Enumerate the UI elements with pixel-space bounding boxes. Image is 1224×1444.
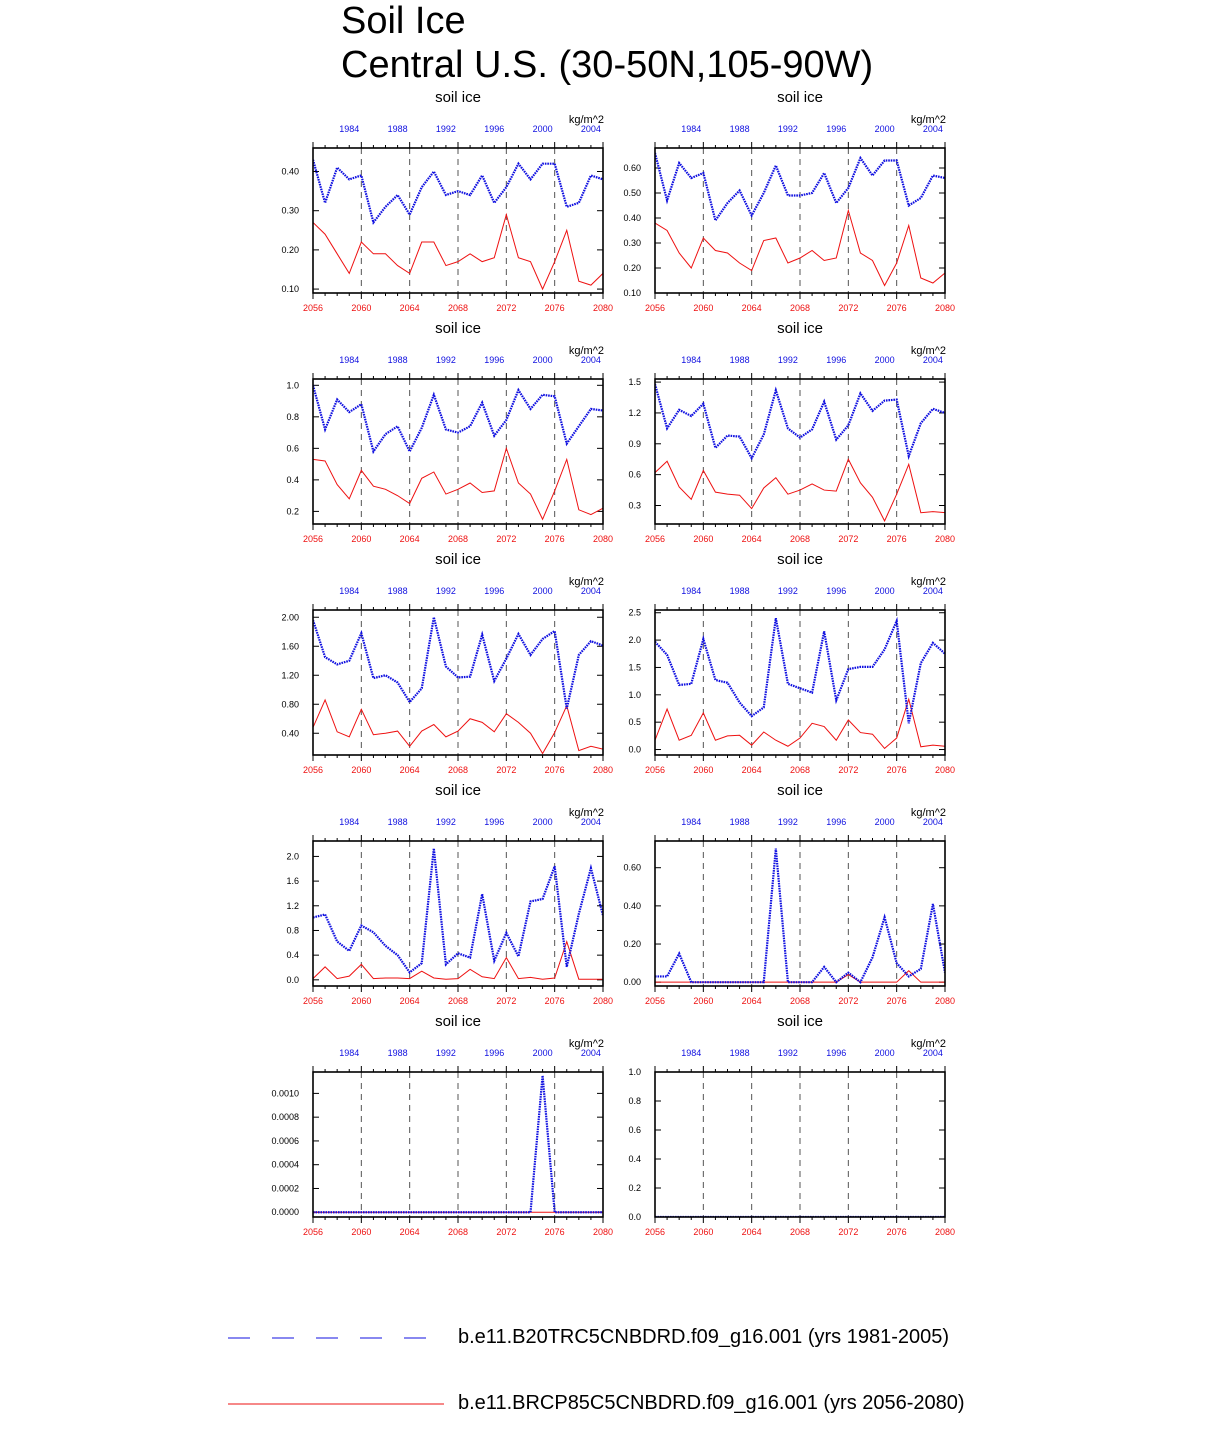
y-tick-label: 0.0008	[271, 1112, 299, 1123]
x-tick-label-top: 1992	[435, 124, 456, 134]
x-tick-label-bottom: 2068	[447, 996, 469, 1006]
x-tick-label-bottom: 2072	[496, 303, 517, 313]
y-tick-label: 0.20	[281, 244, 299, 255]
y-tick-label: 0.0010	[271, 1088, 299, 1099]
x-tick-label-bottom: 2056	[644, 765, 666, 775]
x-tick-label-bottom: 2060	[693, 1227, 714, 1237]
x-tick-label-top: 1984	[681, 355, 702, 365]
x-tick-label-top: 1996	[484, 355, 505, 365]
y-tick-label: 1.20	[281, 670, 299, 681]
units-label: kg/m^2	[568, 576, 604, 588]
x-tick-label-top: 2000	[874, 124, 895, 134]
x-tick-label-bottom: 2076	[544, 303, 565, 313]
x-tick-label-top: 1996	[826, 586, 847, 596]
x-tick-label-bottom: 2076	[886, 996, 907, 1006]
x-tick-label-bottom: 2064	[399, 996, 420, 1006]
x-tick-label-bottom: 2072	[838, 996, 859, 1006]
legend-historical-label: b.e11.B20TRC5CNBDRD.f09_g16.001 (yrs 1981-2005)	[458, 1326, 950, 1348]
x-tick-label-top: 1988	[729, 586, 750, 596]
x-tick-label-bottom: 2068	[447, 303, 469, 313]
x-tick-label-bottom: 2076	[886, 765, 907, 775]
x-tick-label-bottom: 2060	[351, 996, 372, 1006]
y-tick-label: 0.20	[623, 263, 641, 273]
x-tick-label-bottom: 2064	[741, 765, 762, 775]
y-tick-label: 0.4	[628, 1154, 641, 1164]
x-tick-label-bottom: 2068	[447, 534, 469, 544]
y-tick-label: 1.2	[286, 900, 299, 911]
y-tick-label: 0.0000	[271, 1207, 299, 1218]
x-tick-label-top: 1988	[729, 124, 750, 134]
y-tick-label: 2.0	[628, 635, 641, 646]
x-tick-label-bottom: 2080	[592, 303, 614, 313]
x-tick-label-bottom: 2076	[544, 534, 565, 544]
units-label: kg/m^2	[568, 114, 604, 126]
y-tick-label: 0.60	[623, 163, 641, 173]
x-tick-label-bottom: 2080	[934, 1227, 956, 1237]
x-tick-label-bottom: 2060	[351, 1227, 372, 1237]
x-tick-label-bottom: 2072	[496, 534, 517, 544]
x-tick-label-bottom: 2064	[399, 303, 420, 313]
x-tick-label-top: 2000	[874, 586, 895, 596]
x-tick-label-bottom: 2064	[741, 534, 762, 544]
x-tick-label-bottom: 2080	[934, 765, 956, 775]
legend-future-label: b.e11.BRCP85C5CNBDRD.f09_g16.001 (yrs 2056-2080)	[458, 1392, 965, 1414]
x-tick-label-top: 1992	[777, 355, 798, 365]
y-tick-label: 0.10	[281, 284, 299, 295]
x-tick-label-top: 1996	[826, 124, 847, 134]
y-tick-label: 0.10	[623, 288, 641, 298]
x-tick-label-top: 1996	[826, 355, 847, 365]
x-tick-label-top: 2004	[922, 124, 943, 134]
x-tick-label-top: 1996	[484, 124, 505, 134]
x-tick-label-top: 1992	[777, 124, 798, 134]
x-tick-label-top: 1984	[339, 355, 360, 365]
x-tick-label-top: 2004	[922, 817, 943, 827]
x-tick-label-bottom: 2068	[789, 996, 811, 1006]
x-tick-label-top: 1996	[826, 817, 847, 827]
x-tick-label-bottom: 2056	[302, 996, 324, 1006]
y-tick-label: 0.4	[286, 950, 299, 961]
panel-title: soil ice	[435, 551, 481, 568]
x-tick-label-top: 2000	[532, 586, 553, 596]
panel-title: soil ice	[777, 89, 823, 106]
x-tick-label-bottom: 2076	[544, 765, 565, 775]
y-tick-label: 0.5	[628, 717, 641, 728]
y-tick-label: 1.60	[281, 641, 299, 652]
y-tick-label: 0.0	[286, 974, 299, 985]
x-tick-label-bottom: 2068	[447, 1227, 469, 1237]
y-tick-label: 0.6	[628, 469, 641, 480]
x-tick-label-bottom: 2064	[741, 996, 762, 1006]
panel-title: soil ice	[435, 1013, 481, 1030]
y-tick-label: 0.50	[623, 188, 641, 198]
x-tick-label-bottom: 2056	[644, 534, 666, 544]
x-tick-label-bottom: 2060	[693, 996, 714, 1006]
y-tick-label: 0.0004	[271, 1159, 299, 1170]
x-tick-label-top: 1984	[339, 586, 360, 596]
x-tick-label-top: 1984	[681, 1048, 702, 1058]
panel-title: soil ice	[777, 551, 823, 568]
panel-title: soil ice	[435, 89, 481, 106]
panel-title: soil ice	[777, 1013, 823, 1030]
y-tick-label: 1.0	[628, 689, 641, 700]
x-tick-label-top: 1988	[387, 817, 408, 827]
y-tick-label: 0.6	[286, 443, 299, 454]
x-tick-label-bottom: 2064	[399, 765, 420, 775]
x-tick-label-bottom: 2064	[741, 303, 762, 313]
panel-title: soil ice	[777, 320, 823, 337]
x-tick-label-bottom: 2076	[544, 1227, 565, 1237]
x-tick-label-top: 2004	[580, 355, 601, 365]
x-tick-label-bottom: 2060	[351, 303, 372, 313]
x-tick-label-bottom: 2056	[644, 1227, 666, 1237]
x-tick-label-top: 1984	[681, 586, 702, 596]
x-tick-label-bottom: 2080	[592, 996, 614, 1006]
y-tick-label: 0.20	[623, 939, 641, 950]
y-tick-label: 0.30	[281, 205, 299, 216]
x-tick-label-bottom: 2060	[693, 765, 714, 775]
y-tick-label: 1.5	[628, 662, 641, 673]
y-tick-label: 1.2	[628, 407, 641, 418]
x-tick-label-bottom: 2076	[886, 303, 907, 313]
x-tick-label-bottom: 2076	[544, 996, 565, 1006]
x-tick-label-bottom: 2068	[789, 1227, 811, 1237]
x-tick-label-top: 1988	[387, 586, 408, 596]
x-tick-label-top: 1996	[826, 1048, 847, 1058]
x-tick-label-bottom: 2072	[838, 303, 859, 313]
y-tick-label: 2.5	[628, 607, 641, 618]
x-tick-label-bottom: 2060	[693, 303, 714, 313]
x-tick-label-bottom: 2068	[789, 765, 811, 775]
x-tick-label-top: 1984	[681, 817, 702, 827]
y-tick-label: 0.9	[628, 438, 641, 449]
x-tick-label-bottom: 2068	[789, 303, 811, 313]
x-tick-label-top: 1992	[435, 355, 456, 365]
x-tick-label-top: 1988	[729, 1048, 750, 1058]
x-tick-label-bottom: 2080	[934, 534, 956, 544]
x-tick-label-bottom: 2076	[886, 1227, 907, 1237]
y-tick-label: 0.2	[286, 506, 299, 517]
x-tick-label-bottom: 2080	[934, 303, 956, 313]
units-label: kg/m^2	[910, 114, 946, 126]
y-tick-label: 0.40	[623, 213, 641, 223]
x-tick-label-top: 1988	[387, 124, 408, 134]
y-tick-label: 0.8	[628, 1096, 641, 1106]
x-tick-label-top: 1992	[777, 817, 798, 827]
x-tick-label-top: 2000	[874, 1048, 895, 1058]
x-tick-label-top: 2000	[874, 817, 895, 827]
y-tick-label: 1.0	[286, 380, 299, 391]
y-tick-label: 0.3	[628, 500, 641, 511]
x-tick-label-top: 2004	[580, 817, 601, 827]
panel-title: soil ice	[435, 782, 481, 799]
x-tick-label-bottom: 2060	[351, 534, 372, 544]
y-tick-label: 0.40	[281, 166, 299, 177]
x-tick-label-top: 2000	[532, 1048, 553, 1058]
y-tick-label: 1.0	[628, 1067, 641, 1077]
x-tick-label-top: 1996	[484, 586, 505, 596]
x-tick-label-bottom: 2072	[496, 765, 517, 775]
x-tick-label-bottom: 2056	[302, 765, 324, 775]
panel-title: soil ice	[435, 320, 481, 337]
x-tick-label-bottom: 2056	[644, 303, 666, 313]
x-tick-label-top: 2000	[532, 355, 553, 365]
y-tick-label: 0.00	[623, 977, 641, 988]
y-tick-label: 0.40	[281, 728, 299, 739]
x-tick-label-bottom: 2072	[496, 996, 517, 1006]
units-label: kg/m^2	[568, 345, 604, 357]
x-tick-label-bottom: 2076	[886, 534, 907, 544]
x-tick-label-top: 1992	[777, 1048, 798, 1058]
x-tick-label-bottom: 2080	[592, 1227, 614, 1237]
x-tick-label-top: 2000	[532, 817, 553, 827]
y-tick-label: 2.00	[281, 612, 299, 623]
x-tick-label-top: 1996	[484, 817, 505, 827]
units-label: kg/m^2	[910, 807, 946, 819]
x-tick-label-bottom: 2080	[592, 765, 614, 775]
y-tick-label: 0.8	[286, 925, 299, 936]
x-tick-label-bottom: 2064	[399, 1227, 420, 1237]
x-tick-label-top: 2004	[922, 586, 943, 596]
panel-title: soil ice	[777, 782, 823, 799]
y-tick-label: 0.0	[628, 1212, 641, 1222]
units-label: kg/m^2	[910, 345, 946, 357]
x-tick-label-bottom: 2068	[789, 534, 811, 544]
x-tick-label-bottom: 2056	[644, 996, 666, 1006]
y-tick-label: 0.80	[281, 699, 299, 710]
x-tick-label-bottom: 2056	[302, 303, 324, 313]
x-tick-label-top: 1988	[729, 355, 750, 365]
x-tick-label-top: 2004	[922, 1048, 943, 1058]
x-tick-label-top: 1992	[777, 586, 798, 596]
x-tick-label-bottom: 2064	[741, 1227, 762, 1237]
y-tick-label: 0.0	[628, 744, 641, 755]
figure-subtitle: Central U.S. (30-50N,105-90W)	[341, 44, 874, 86]
units-label: kg/m^2	[568, 807, 604, 819]
x-tick-label-top: 2004	[580, 124, 601, 134]
x-tick-label-bottom: 2064	[399, 534, 420, 544]
y-tick-label: 0.30	[623, 238, 641, 248]
x-tick-label-bottom: 2080	[592, 534, 614, 544]
units-label: kg/m^2	[910, 576, 946, 588]
x-tick-label-top: 2004	[922, 355, 943, 365]
x-tick-label-bottom: 2072	[838, 765, 859, 775]
y-tick-label: 0.4	[286, 474, 299, 485]
y-tick-label: 2.0	[286, 851, 299, 862]
x-tick-label-top: 1988	[387, 355, 408, 365]
x-tick-label-bottom: 2072	[838, 1227, 859, 1237]
x-tick-label-top: 1984	[339, 1048, 360, 1058]
y-tick-label: 1.5	[628, 377, 641, 388]
x-tick-label-bottom: 2080	[934, 996, 956, 1006]
x-tick-label-bottom: 2056	[302, 1227, 324, 1237]
x-tick-label-top: 1992	[435, 817, 456, 827]
y-tick-label: 0.8	[286, 411, 299, 422]
x-tick-label-top: 1988	[729, 817, 750, 827]
x-tick-label-bottom: 2060	[351, 765, 372, 775]
units-label: kg/m^2	[568, 1038, 604, 1050]
y-tick-label: 0.60	[623, 862, 641, 873]
x-tick-label-top: 1992	[435, 1048, 456, 1058]
x-tick-label-bottom: 2060	[693, 534, 714, 544]
x-tick-label-top: 1984	[681, 124, 702, 134]
x-tick-label-bottom: 2056	[302, 534, 324, 544]
x-tick-label-top: 2004	[580, 1048, 601, 1058]
x-tick-label-bottom: 2068	[447, 765, 469, 775]
y-tick-label: 0.0002	[271, 1183, 299, 1194]
y-tick-label: 0.40	[623, 900, 641, 911]
figure-title: Soil Ice	[341, 0, 466, 42]
y-tick-label: 0.0006	[271, 1135, 299, 1146]
x-tick-label-bottom: 2072	[838, 534, 859, 544]
y-tick-label: 1.6	[286, 876, 299, 887]
x-tick-label-bottom: 2072	[496, 1227, 517, 1237]
x-tick-label-top: 2004	[580, 586, 601, 596]
x-tick-label-top: 1984	[339, 817, 360, 827]
x-tick-label-top: 2000	[874, 355, 895, 365]
y-tick-label: 0.6	[628, 1125, 641, 1135]
units-label: kg/m^2	[910, 1038, 946, 1050]
x-tick-label-top: 1996	[484, 1048, 505, 1058]
x-tick-label-top: 1984	[339, 124, 360, 134]
y-tick-label: 0.2	[628, 1183, 641, 1193]
x-tick-label-top: 1988	[387, 1048, 408, 1058]
x-tick-label-top: 1992	[435, 586, 456, 596]
x-tick-label-top: 2000	[532, 124, 553, 134]
